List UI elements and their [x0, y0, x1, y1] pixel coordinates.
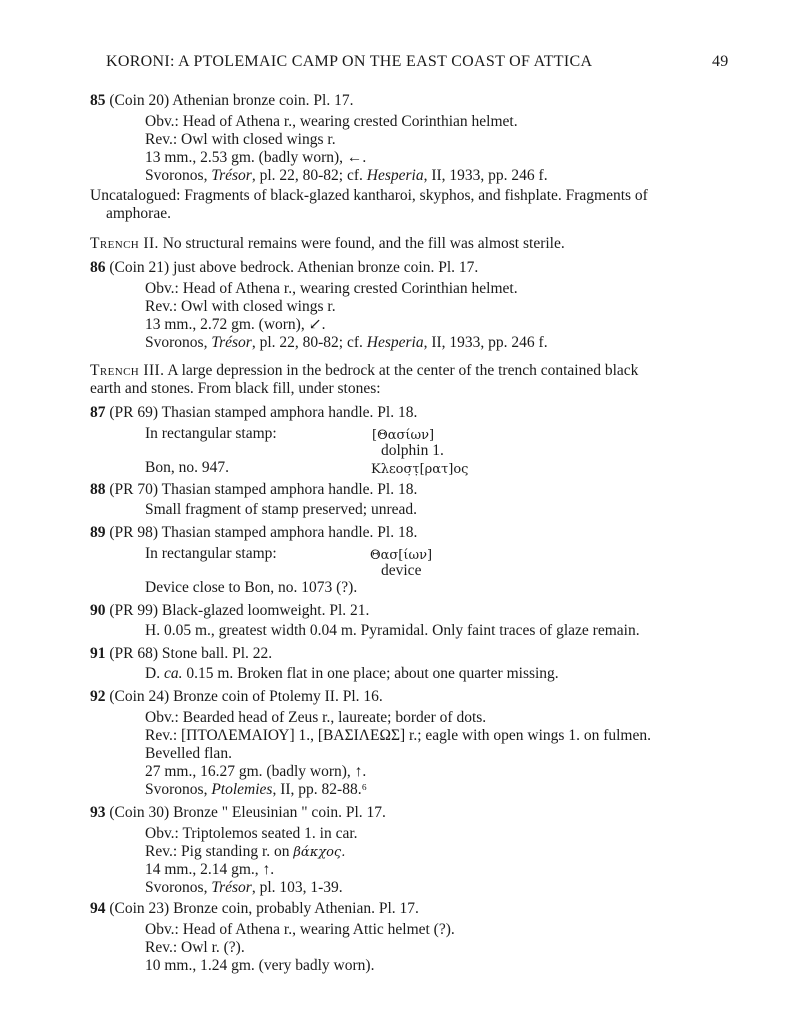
entry-92-measurements: 27 mm., 16.27 gm. (badly worn), ↑.: [145, 763, 367, 780]
entry-92-flan: Bevelled flan.: [145, 745, 232, 762]
entry-87-stamp-line-3: Κλεοσ̣τ̣[ρατ]ος: [371, 462, 469, 477]
entry-92-reverse: Rev.: [ΠΤΟΛΕΜΑΙΟΥ] 1., [ΒΑΣΙΛΕΩΣ] r.; eagle with open wings 1. on fulmen.: [145, 727, 651, 744]
entry-93-measurements: 14 mm., 2.14 gm., ↑.: [145, 861, 275, 878]
uncatalogued-line-2: amphorae.: [106, 205, 171, 222]
entry-87-stamp-line-2: dolphin 1.: [381, 442, 444, 459]
entry-93-heading: 93 (Coin 30) Bronze " Eleusinian " coin. Pl. 17.: [90, 804, 386, 821]
entry-87-reference: Bon, no. 947.: [145, 459, 229, 476]
entry-90-heading: 90 (PR 99) Black-glazed loomweight. Pl. 21.: [90, 602, 370, 619]
entry-86-reverse: Rev.: Owl with closed wings r.: [145, 298, 336, 315]
entry-94-measurements: 10 mm., 1.24 gm. (very badly worn).: [145, 957, 375, 974]
entry-86-measurements: 13 mm., 2.72 gm. (worn), ↙.: [145, 316, 326, 333]
entry-88-heading: 88 (PR 70) Thasian stamped amphora handle. Pl. 18.: [90, 481, 418, 498]
entry-94-heading: 94 (Coin 23) Bronze coin, probably Athenian. Pl. 17.: [90, 900, 419, 917]
entry-89-stamp-line-1: Θασ[ίων]: [370, 548, 433, 563]
entry-94-reverse: Rev.: Owl r. (?).: [145, 939, 245, 956]
entry-93-reference: Svoronos, Trésor, pl. 103, 1-39.: [145, 879, 343, 896]
entry-91-description: D. ca. 0.15 m. Broken flat in one place; about one quarter missing.: [145, 665, 559, 682]
uncatalogued-line-1: Uncatalogued: Fragments of black-glazed kantharoi, skyphos, and fishplate. Fragments of: [90, 187, 648, 204]
entry-86-obverse: Obv.: Head of Athena r., wearing crested Corinthian helmet.: [145, 280, 518, 297]
entry-89-reference: Device close to Bon, no. 1073 (?).: [145, 579, 358, 596]
trench-3-note-line-1: Trench III. A large depression in the bedrock at the center of the trench contained black: [90, 362, 639, 379]
entry-85-obverse: Obv.: Head of Athena r., wearing crested Corinthian helmet.: [145, 113, 518, 130]
trench-3-note-line-2: earth and stones. From black fill, under stones:: [90, 380, 381, 397]
entry-88-description: Small fragment of stamp preserved; unread.: [145, 501, 418, 518]
entry-85-reverse: Rev.: Owl with closed wings r.: [145, 131, 336, 148]
entry-94-obverse: Obv.: Head of Athena r., wearing Attic helmet (?).: [145, 921, 455, 938]
page-number: 49: [712, 53, 729, 70]
entry-87-stamp-label: In rectangular stamp:: [145, 425, 277, 442]
entry-90-description: H. 0.05 m., greatest width 0.04 m. Pyramidal. Only faint traces of glaze remain.: [145, 622, 640, 639]
entry-91-heading: 91 (PR 68) Stone ball. Pl. 22.: [90, 645, 273, 662]
entry-86-reference: Svoronos, Trésor, pl. 22, 80-82; cf. Hesperia, II, 1933, pp. 246 f.: [145, 334, 548, 351]
entry-85-heading: 85 (Coin 20) Athenian bronze coin. Pl. 17.: [90, 92, 354, 109]
entry-85-measurements: 13 mm., 2.53 gm. (badly worn), ←.: [145, 149, 367, 166]
running-header: KORONI: A PTOLEMAIC CAMP ON THE EAST COAST OF ATTICA: [106, 53, 593, 70]
entry-89-stamp-line-2: device: [381, 562, 422, 579]
entry-87-heading: 87 (PR 69) Thasian stamped amphora handle. Pl. 18.: [90, 404, 418, 421]
entry-92-heading: 92 (Coin 24) Bronze coin of Ptolemy II. Pl. 16.: [90, 688, 383, 705]
entry-89-heading: 89 (PR 98) Thasian stamped amphora handle. Pl. 18.: [90, 524, 418, 541]
entry-89-stamp-label: In rectangular stamp:: [145, 545, 277, 562]
entry-85-reference: Svoronos, Trésor, pl. 22, 80-82; cf. Hesperia, II, 1933, pp. 246 f.: [145, 167, 548, 184]
trench-2-note: Trench II. No structural remains were found, and the fill was almost sterile.: [90, 235, 565, 252]
entry-86-heading: 86 (Coin 21) just above bedrock. Athenian bronze coin. Pl. 17.: [90, 259, 479, 276]
entry-87-stamp-line-1: [Θασίων]: [372, 428, 435, 443]
entry-93-reverse: Rev.: Pig standing r. on βάκχος.: [145, 843, 346, 860]
entry-93-obverse: Obv.: Triptolemos seated 1. in car.: [145, 825, 358, 842]
entry-92-obverse: Obv.: Bearded head of Zeus r., laureate; border of dots.: [145, 709, 487, 726]
entry-92-reference: Svoronos, Ptolemies, II, pp. 82-88.⁶: [145, 781, 367, 798]
